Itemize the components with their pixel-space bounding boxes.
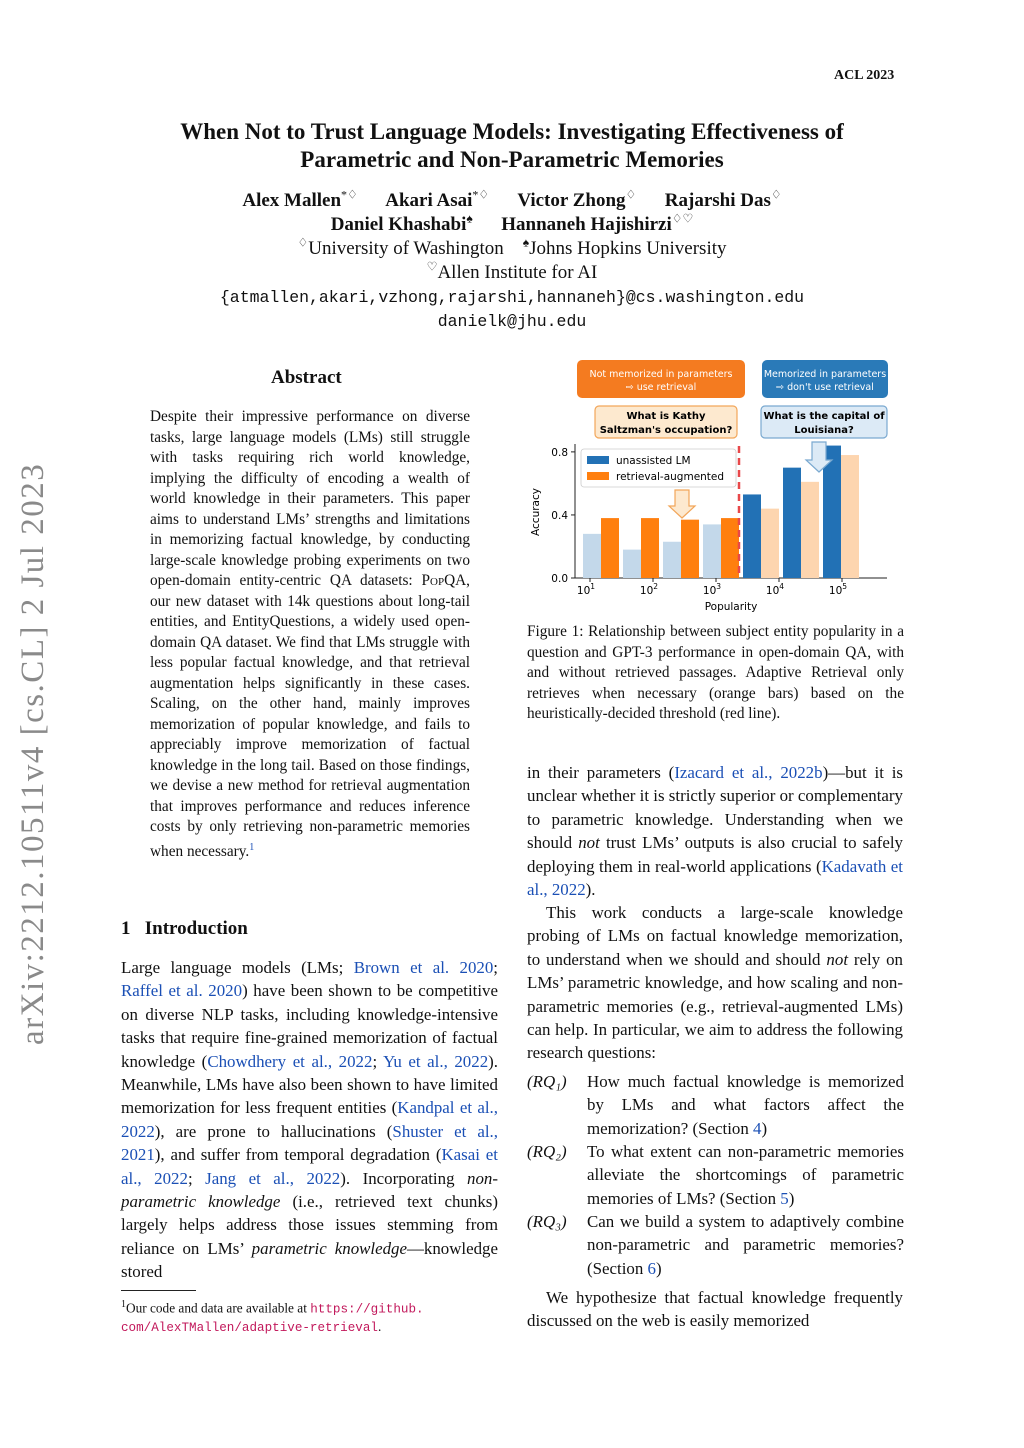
callout-text: ⇨ don't use retrieval — [776, 382, 874, 393]
title-line-2: Parametric and Non-Parametric Memories — [300, 147, 724, 172]
affiliation-name: Allen Institute for AI — [437, 262, 598, 283]
x-tick-label: $10^2$ — [639, 582, 659, 597]
author-name: Akari Asai — [385, 190, 473, 211]
footnote-rule — [121, 1290, 196, 1291]
section-ref-link[interactable]: 5 — [780, 1188, 789, 1208]
abstract-heading: Abstract — [271, 367, 342, 388]
callout-text: ⇨ use retrieval — [625, 382, 697, 393]
bar-retrieval-7 — [841, 455, 859, 578]
author-name: Rajarshi Das — [664, 190, 771, 211]
citation-link[interactable]: Kadavath et al., 2022 — [527, 856, 903, 900]
research-question-1: (RQ₁) How much factual knowledge is memorized by LMs and what factors affect the memorization? (Section 4) — [527, 1072, 904, 1138]
bar-unassisted-5 — [743, 494, 761, 578]
author-name: Alex Mallen — [242, 190, 342, 211]
citation-link[interactable]: Yu et al., 2022 — [383, 1051, 489, 1071]
abstract-text: , our new dataset with 14k questions about long-tail entities, and EntityQuestions, a widely used open-domain QA dataset. We find that LMs struggle with less popular factual knowledge, and that retrieval augmentation helps significantly in these cases. Scaling, on the other hand, mainly improves memorization of popular knowledge, and fails to appreciably improve memorization of factual knowledge in the long tail. Based on those findings, we devise a new method for retrieval augmentation that improves performance and reduces inference costs by only retrieving non-parametric memories when necessary. — [150, 572, 470, 860]
email-line-2: danielk@jhu.edu — [437, 312, 587, 331]
right-paragraph-3: We hypothesize that factual knowledge frequently discussed on the web is easily memorized — [527, 1288, 903, 1331]
section-ref-link[interactable]: 4 — [753, 1118, 762, 1138]
title-line-1: When Not to Trust Language Models: Investigating Effectiveness of — [180, 119, 844, 144]
legend-label: unassisted LM — [616, 455, 691, 467]
y-tick-label: 0.0 — [551, 573, 568, 585]
footnote-ref[interactable]: 1 — [249, 841, 255, 853]
research-question-3: (RQ₃) Can we build a system to adaptively combine non-parametric and parametric memories? (Section 6) — [527, 1212, 904, 1278]
section-number: 1 — [121, 918, 131, 939]
bar-unassisted-1 — [583, 534, 601, 578]
author-line-1 — [100, 188, 924, 213]
intro-paragraph: Large language models (LMs; Brown et al. 2020; Raffel et al. 2020) have been shown to be competitive on diverse NLP tasks, including knowledge-intensive tasks that require fine-grained memorization of factual knowledge (Chowdhery et al., 2022; Yu et al., 2022). Meanwhile, LMs have also been shown to have limited memorization for less frequent entities (Kandpal et al., 2022), are prone to hallucinations (Shuster et al., 2021), and suffer from temporal degradation (Kasai et al., 2022; Jang et al., 2022). Incorporating non-parametric knowledge (i.e., retrieved text chunks) largely helps address those issues stemming from reliance on LMs’ parametric knowledge—knowledge stored — [121, 958, 499, 1282]
citation-link[interactable]: Chowdhery et al., 2022 — [207, 1051, 373, 1071]
bar-retrieval-4 — [721, 518, 739, 578]
rq-label: (RQ₃) — [527, 1212, 567, 1231]
abstract-body — [150, 407, 470, 862]
legend-swatch-orange — [587, 472, 609, 480]
author-mark: ♠ — [466, 211, 473, 226]
footnote-url[interactable]: com/AlexTMallen/adaptive-retrieval — [121, 1321, 378, 1336]
bar-unassisted-6 — [783, 468, 801, 578]
author-mark: *♢ — [472, 187, 490, 202]
legend-swatch-blue — [587, 456, 609, 464]
bar-retrieval-6 — [801, 482, 819, 578]
author-mark: ♢ — [625, 187, 637, 202]
question-text: What is Kathy — [626, 411, 706, 422]
author-mark: ♢♡ — [671, 211, 694, 226]
author-name: Hannaneh Hajishirzi — [501, 214, 672, 235]
rq-label: (RQ₁) — [527, 1072, 567, 1091]
section-title: Introduction — [144, 918, 248, 939]
x-axis-label: Popularity — [704, 601, 758, 613]
bar-unassisted-4 — [703, 524, 721, 578]
bar-retrieval-3 — [681, 520, 699, 578]
x-tick-label: $10^1$ — [576, 582, 596, 597]
email-line-1: {atmallen,akari,vzhong,rajarshi,hannaneh}@cs.washington.edu — [219, 288, 805, 307]
paper-title — [120, 118, 904, 174]
footnote-number: 1 — [121, 1299, 126, 1310]
callout-text: Not memorized in parameters — [589, 369, 733, 380]
section-ref-link[interactable]: 6 — [647, 1258, 656, 1278]
citation-link[interactable]: Jang et al., 2022 — [205, 1168, 341, 1188]
citation-link[interactable]: Brown et al. 2020 — [353, 958, 494, 977]
x-tick-label: $10^5$ — [828, 582, 848, 597]
citation-link[interactable]: Shuster et al., 2021 — [121, 1121, 498, 1165]
affiliation-mark: ♠ — [522, 235, 530, 250]
question-text: Saltzman's occupation? — [599, 425, 733, 436]
footnote-text: Our code and data are available at — [126, 1300, 311, 1316]
author-mark: *♢ — [341, 187, 358, 202]
bar-unassisted-3 — [663, 542, 681, 578]
legend-label: retrieval-augmented — [616, 471, 725, 483]
bar-retrieval-2 — [641, 518, 659, 578]
x-tick-label: $10^4$ — [765, 582, 785, 597]
affiliation-line-1 — [100, 237, 924, 261]
venue-label: ACL 2023 — [834, 68, 895, 83]
author-line-2 — [100, 212, 924, 237]
figure-caption: Figure 1: Relationship between subject entity popularity in a question and GPT-3 performance in open-domain QA, with and without retrieved passages. Adaptive Retrieval only retrieves when necessary (orange bars) based on the heuristically-decided threshold (red line). — [527, 623, 904, 722]
question-text: Louisiana? — [794, 425, 854, 436]
down-arrow-icon — [669, 490, 695, 518]
author-mark: ♢ — [770, 187, 782, 202]
citation-link[interactable]: Raffel et al. 2020 — [121, 981, 243, 1001]
x-tick-label: $10^3$ — [702, 582, 722, 597]
arxiv-stamp: arXiv:2212.10511v4 [cs.CL] 2 Jul 2023 — [15, 462, 51, 1045]
popqa-name: PopQA — [421, 572, 467, 589]
right-paragraph-1: in their parameters (Izacard et al., 2022b)—but it is unclear whether it is strictly superior or complementary to parametric knowledge. Understanding when we should not trust LMs’ outputs is also crucial to safely deploying them in real-world applications (Kadavath et al., 2022). — [527, 763, 904, 900]
citation-link[interactable]: Kasai et al., 2022 — [121, 1145, 498, 1188]
y-tick-label: 0.4 — [551, 509, 568, 522]
callout-text: Memorized in parameters — [763, 369, 887, 380]
footnote-url[interactable]: https://github. — [310, 1302, 424, 1317]
bar-retrieval-1 — [601, 518, 619, 578]
citation-link[interactable]: Kandpal et al., 2022 — [121, 1098, 498, 1141]
affiliation-name: University of Washington — [308, 238, 504, 259]
affiliation-name: Johns Hopkins University — [529, 238, 727, 259]
affiliation-mark: ♢ — [297, 235, 309, 250]
bar-unassisted-2 — [623, 550, 641, 578]
affiliation-mark: ♡ — [426, 259, 438, 274]
bar-retrieval-5 — [761, 509, 779, 578]
affiliation-line-2 — [100, 261, 924, 285]
citation-link[interactable]: Izacard et al., 2022b — [674, 763, 823, 782]
y-axis-label: Accuracy — [530, 488, 542, 536]
abstract-text: Despite their impressive performance on diverse tasks, large language models (LMs) still struggle with tasks requiring rich world knowledge, implying the difficulty of encoding a wealth of world knowledge in their parameters. This paper aims to understand LMs’ strengths and limitations in memorizing factual knowledge, by conducting large-scale knowledge probing experiments on two open-domain entity-centric QA datasets: — [150, 408, 470, 589]
author-name: Victor Zhong — [517, 190, 626, 211]
rq-label: (RQ₂) — [527, 1142, 567, 1161]
y-tick-label: 0.8 — [551, 446, 568, 459]
research-question-2: (RQ₂) To what extent can non-parametric memories alleviate the shortcomings of parametric memories of LMs? (Section 5) — [527, 1142, 904, 1208]
intro-heading — [121, 918, 248, 940]
footnote: $^1$Our code and data are available at https://github. com/AlexTMallen/adaptive-retrieval. — [121, 1299, 424, 1336]
right-paragraph-2: This work conducts a large-scale knowledge probing of LMs on factual knowledge memorization, to understand when we should and should not rely on LMs’ parametric knowledge, and how scaling and non-parametric memories (e.g., retrieval-augmented LMs) can help. In particular, we aim to address the following research questions: — [527, 903, 903, 1063]
figure-1-chart — [527, 356, 904, 618]
question-text: What is the capital of — [763, 411, 885, 422]
author-name: Daniel Khashabi — [330, 214, 467, 235]
